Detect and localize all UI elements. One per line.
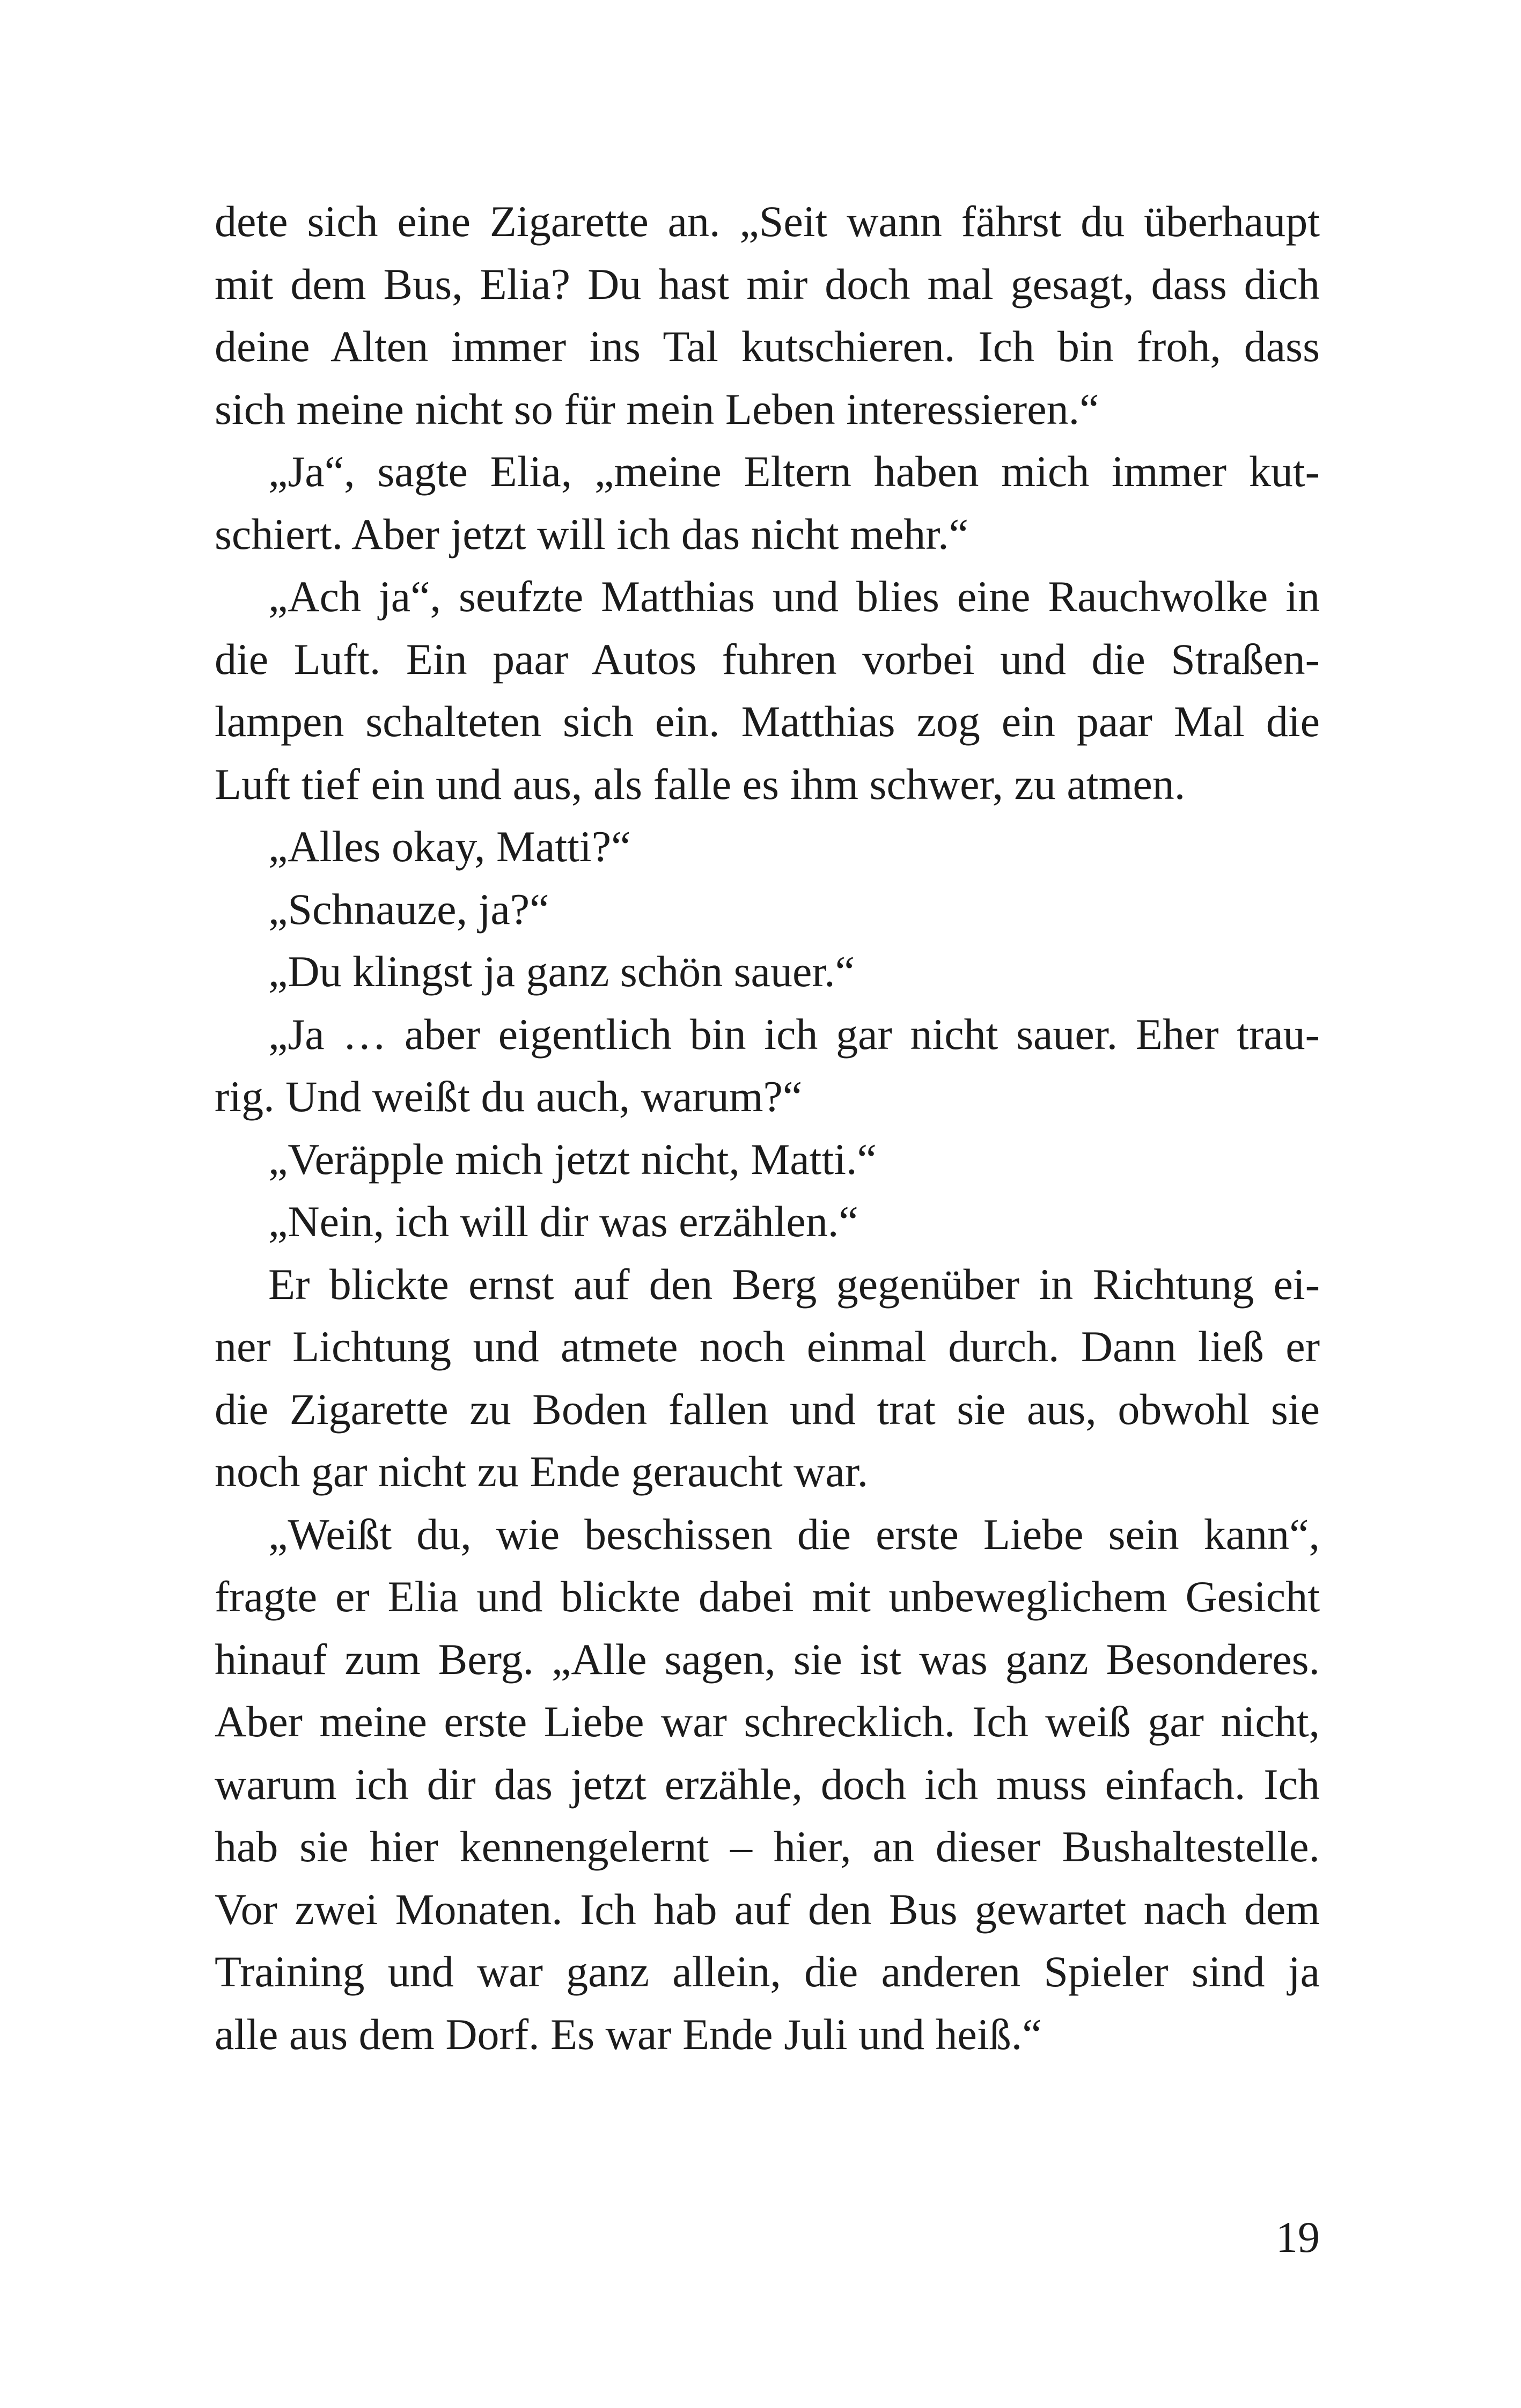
text-line: „Ja“, sagte Elia, „meine Eltern haben mich immer kut- (268, 447, 1320, 496)
text-line: Er blickte ernst auf den Berg gegenüber in Richtung ei- (268, 1259, 1320, 1309)
text-line: die Luft. Ein paar Autos fuhren vorbei und die Straßen- (215, 634, 1320, 684)
text-line: „Ja … aber eigentlich bin ich gar nicht sauer. Eher trau- (268, 1009, 1320, 1059)
text-line: „Ach ja“, seufzte Matthias und blies eine Rauchwolke in (268, 572, 1320, 621)
text-line: „Nein, ich will dir was erzählen.“ (268, 1197, 858, 1246)
text-line: „Alles okay, Matti?“ (268, 822, 631, 871)
text-line: „Schnauze, ja?“ (268, 884, 549, 934)
text-line: rig. Und weißt du auch, warum?“ (215, 1072, 803, 1121)
text-line: „Weißt du, wie beschissen die erste Liebe sein kann“, (268, 1509, 1320, 1559)
text-line: noch gar nicht zu Ende geraucht war. (215, 1447, 869, 1496)
text-line: Luft tief ein und aus, als falle es ihm schwer, zu atmen. (215, 759, 1186, 809)
text-line: die Zigarette zu Boden fallen und trat sie aus, obwohl sie (215, 1384, 1320, 1434)
text-line: „Veräpple mich jetzt nicht, Matti.“ (268, 1134, 877, 1184)
text-line: mit dem Bus, Elia? Du hast mir doch mal gesagt, dass dich (215, 259, 1320, 309)
text-line: fragte er Elia und blickte dabei mit unbeweglichem Gesicht (215, 1572, 1320, 1621)
text-line: deine Alten immer ins Tal kutschieren. Ich bin froh, dass (215, 322, 1320, 371)
text-line: ner Lichtung und atmete noch einmal durch. Dann ließ er (215, 1322, 1320, 1371)
text-line: warum ich dir das jetzt erzähle, doch ich muss einfach. Ich (215, 1759, 1320, 1809)
text-line: alle aus dem Dorf. Es war Ende Juli und heiß.“ (215, 2009, 1042, 2059)
text-line: schiert. Aber jetzt will ich das nicht mehr.“ (215, 509, 968, 559)
text-line: „Du klingst ja ganz schön sauer.“ (268, 947, 855, 996)
text-line: Aber meine erste Liebe war schrecklich. Ich weiß gar nicht, (215, 1697, 1320, 1746)
text-line: hab sie hier kennengelernt – hier, an dieser Bushaltestelle. (215, 1822, 1320, 1871)
text-line: hinauf zum Berg. „Alle sagen, sie ist was ganz Besonderes. (215, 1634, 1320, 1684)
page-number: 19 (1276, 2213, 1320, 2262)
text-line: Training und war ganz allein, die anderen Spieler sind ja (215, 1947, 1320, 1996)
text-line: sich meine nicht so für mein Leben interessieren.“ (215, 384, 1099, 434)
text-line: Vor zwei Monaten. Ich hab auf den Bus gewartet nach dem (215, 1884, 1320, 1934)
body-text (215, 190, 1320, 2066)
text-line: dete sich eine Zigarette an. „Seit wann fährst du überhaupt (215, 197, 1320, 246)
text-line: lampen schalteten sich ein. Matthias zog ein paar Mal die (215, 697, 1320, 746)
